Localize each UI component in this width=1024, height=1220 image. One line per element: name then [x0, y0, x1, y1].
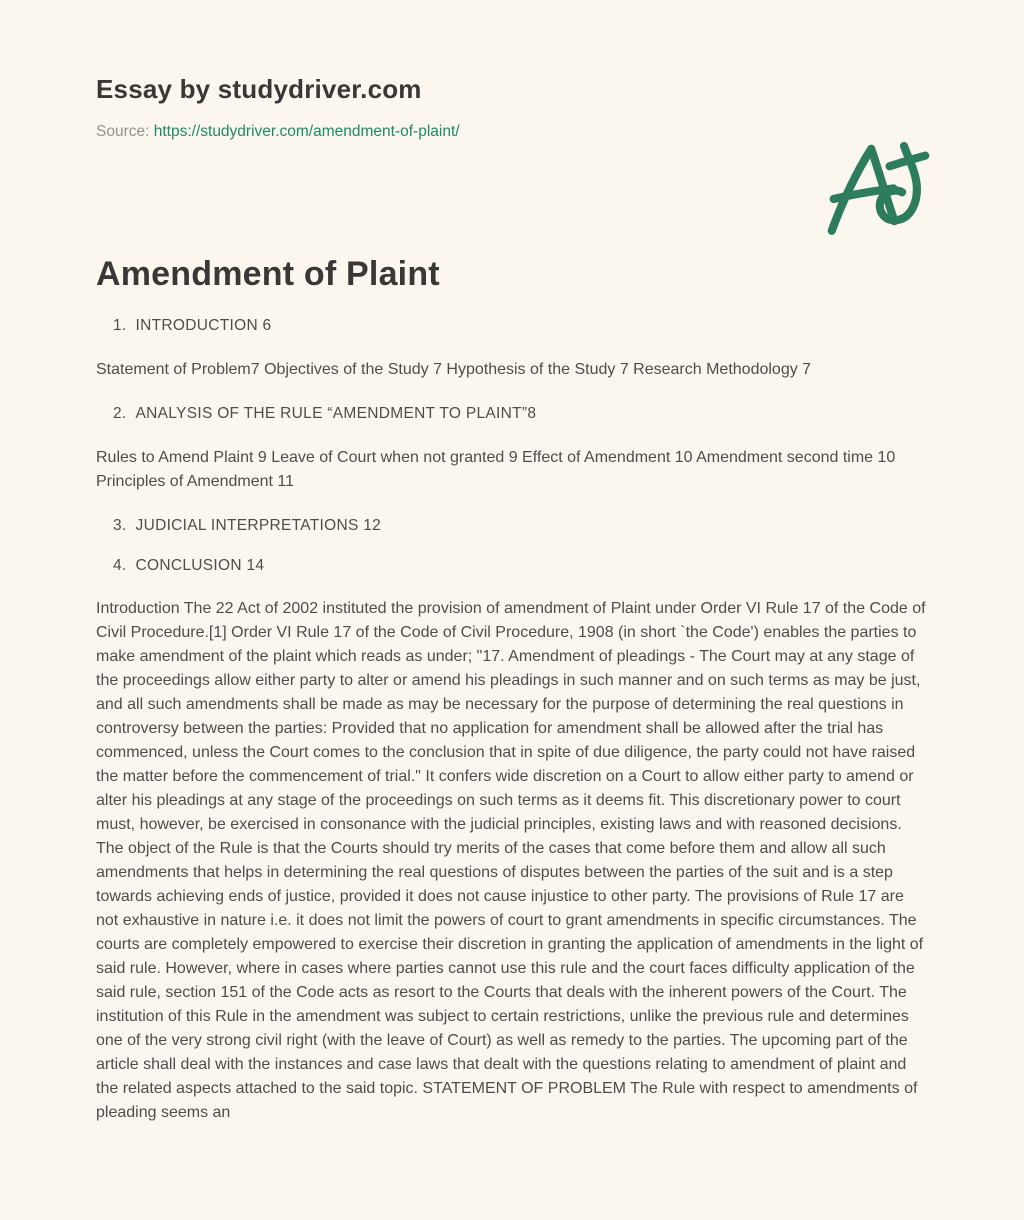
toc-item-introduction	[96, 317, 928, 334]
toc-item-label: ANALYSIS OF THE RULE “AMENDMENT TO PLAINT”8	[135, 405, 537, 423]
toc-item-analysis	[96, 405, 928, 422]
source-row	[96, 122, 928, 142]
toc-sub-paragraph-introduction: Statement of Problem7 Objectives of the Study 7 Hypothesis of the Study 7 Research Methodology 7	[96, 361, 812, 379]
source-label: Source:	[96, 123, 150, 141]
toc-sub-paragraph-analysis: Rules to Amend Plaint 9 Leave of Court when not granted 9 Effect of Amendment 10 Amendment second time 10 Principles of Amendment 11	[96, 449, 896, 491]
toc-item-number: 3.	[113, 517, 127, 535]
document-title: Amendment of Plaint	[96, 255, 440, 294]
a-plus-logo-icon	[826, 130, 932, 242]
essay-body-paragraph: Introduction The 22 Act of 2002 instituted the provision of amendment of Plaint under Order VI Rule 17 of the Code of Civil Procedure.[1] Order VI Rule 17 of the Code of Civil Procedure, 1908 (in short `the Code') enables the parties to make amendment of the plaint which reads as under; "17. Amendment of pleadings - The Court may at any stage of the proceedings allow either party to alter or amend his pleadings in such manner and on such terms as may be just, and all such amendments shall be made as may be necessary for the purpose of determining the real questions in controversy between the parties: Provided that no application for amendment shall be allowed after the trial has commenced, unless the Court comes to the conclusion that in spite of due diligence, the party could not have raised the matter before the commencement of trial." It confers wide discretion on a Court to allow either party to amend or alter his pleadings at any stage of the proceedings on such terms as it deems fit. This discretionary power to court must, however, be exercised in consonance with the judicial principles, existing laws and with reasoned decisions. The object of the Rule is that the Courts should try merits of the cases that come before them and allow all such amendments that helps in determining the real questions of disputes between the parties of the suit and is a step towards achieving ends of justice, provided it does not cause injustice to other party. The provisions of Rule 17 are not exhaustive in nature i.e. it does not limit the powers of court to grant amendments in specific circumstances. The courts are completely empowered to exercise their discretion in granting the application of amendments in the light of said rule. However, where in cases where parties cannot use this rule and the court faces difficulty application of the said rule, section 151 of the Code acts as resort to the Courts that deals with the inherent powers of the Court. The institution of this Rule in the amendment was subject to certain restrictions, unlike the previous rule and determines one of the very strong civil right (with the leave of Court) as well as remedy to the parties. The upcoming part of the article shall deal with the instances and case laws that dealt with the questions relating to amendment of plaint and the related aspects attached to the said topic. STATEMENT OF PROBLEM The Rule with respect to amendments of pleading seems an	[96, 600, 926, 1122]
page-header-title: Essay by studydriver.com	[96, 74, 422, 104]
toc-item-label: INTRODUCTION 6	[135, 317, 272, 335]
toc-item-number: 1.	[113, 317, 127, 335]
source-url-link[interactable]: https://studydriver.com/amendment-of-plaint/	[153, 123, 460, 141]
essay-page	[0, 74, 1024, 1220]
toc-item-number: 2.	[113, 405, 127, 423]
toc-item-conclusion	[96, 557, 928, 574]
toc-item-label: CONCLUSION 14	[135, 557, 265, 575]
toc-item-number: 4.	[113, 557, 127, 575]
toc-item-label: JUDICIAL INTERPRETATIONS 12	[135, 517, 382, 535]
toc-item-judicial-interpretations	[96, 517, 928, 534]
